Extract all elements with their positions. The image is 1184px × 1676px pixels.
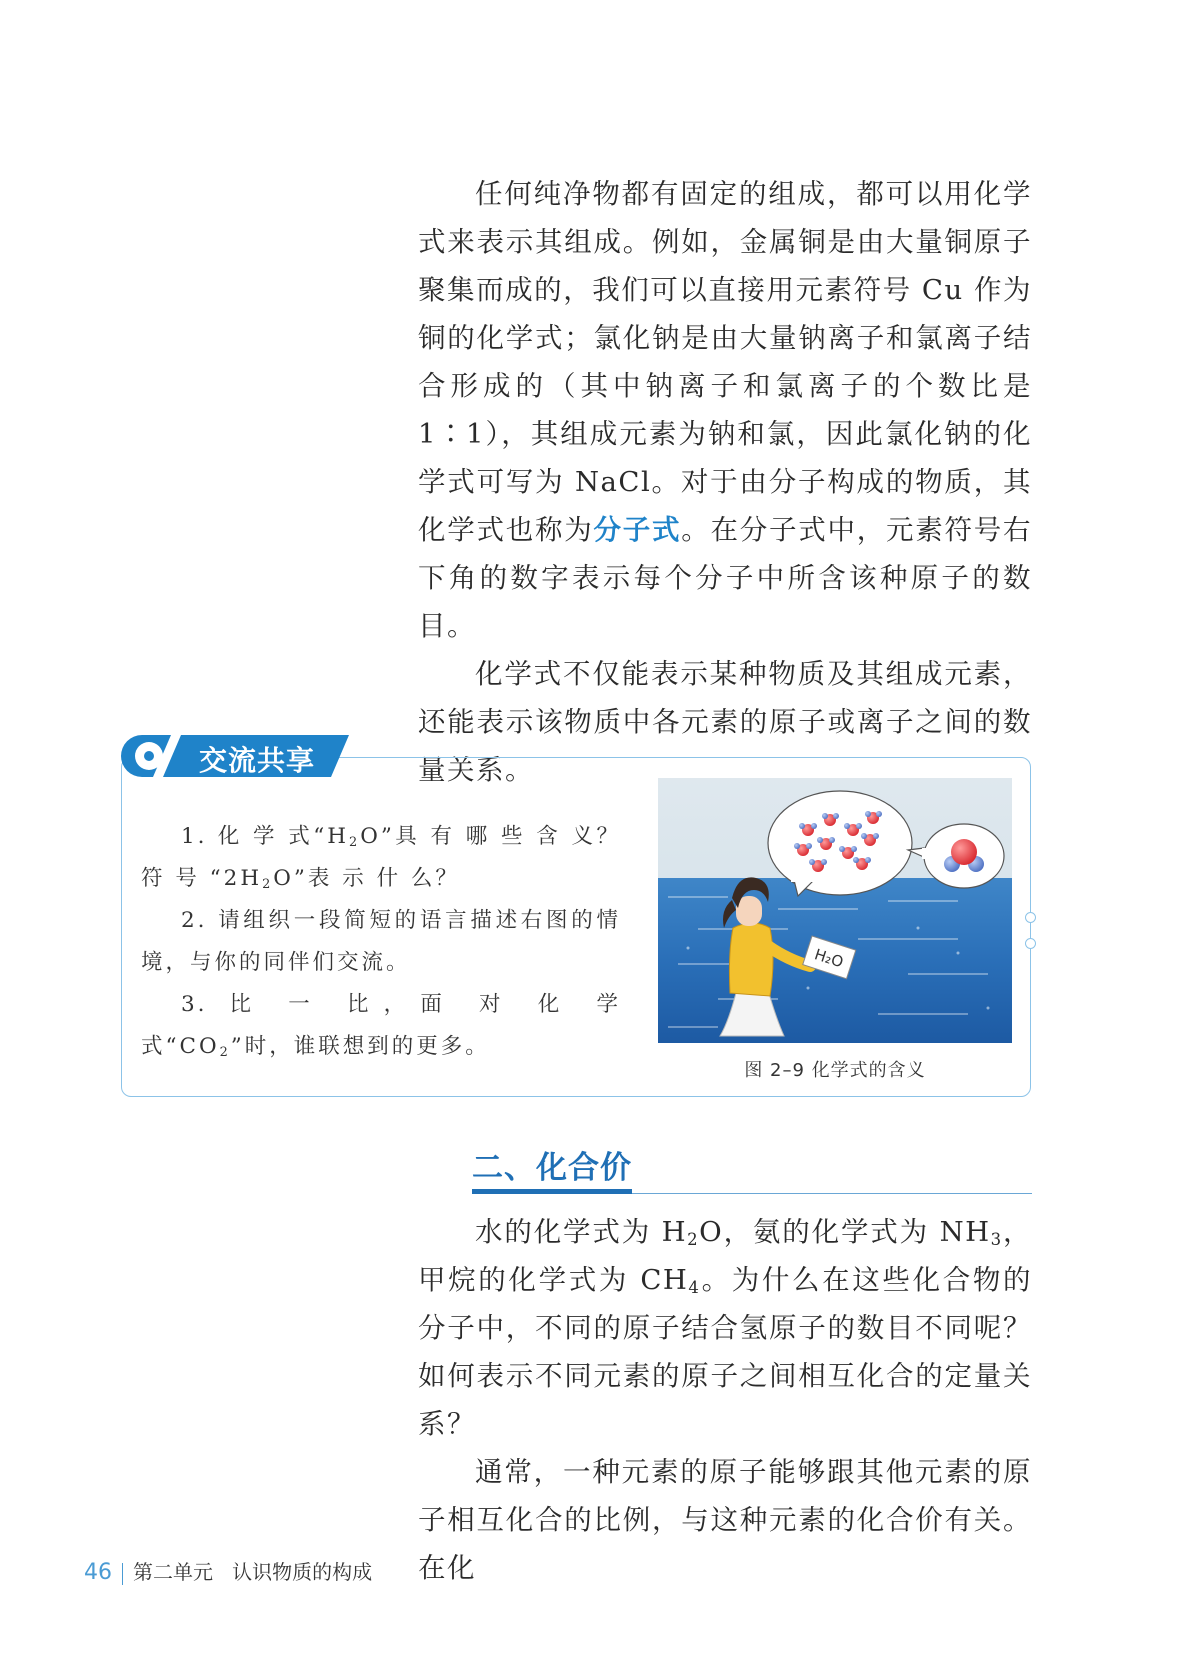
main-text-bottom	[418, 1208, 1032, 1592]
sign-formula-text: H₂O	[812, 945, 846, 972]
paragraph-formula-meaning: 化学式不仅能表示某种物质及其组成元素，还能表示该物质中各元素的原子或离子之间的数量关系。	[418, 658, 1032, 786]
exchange-box-tab	[121, 735, 349, 777]
illustration-graphic	[658, 778, 1012, 1043]
figure-girl-sea-water-molecules	[658, 778, 1012, 1043]
page-number: 46	[84, 1560, 112, 1585]
paragraph-chemical-formula: 任何纯净物都有固定的组成，都可以用化学式来表示其组成。例如，金属铜是由大量铜原子聚集而成的，我们可以直接用元素符号 Cu 作为铜的化学式；氯化钠是由大量钠离子和氯离子结合形成的（其中钠离子和氯离子的个数比是 1∶1），其组成元素为钠和氯，因此氯化钠的化学式可写为 NaCl。对于由分子构成的物质，其化学式也称为分子式。在分子式中，元素符号右下角的数字表示每个分子中所含该种原子的数目。	[418, 178, 1032, 642]
question-3: 3. 比 一 比，面 对 化 学 式“$CO_2$”时，谁联想到的更多。	[141, 992, 621, 1061]
footer-title: 认识物质的构成	[232, 1560, 373, 1584]
main-text-top	[418, 170, 1032, 794]
box-knob-upper	[1025, 912, 1036, 923]
exchange-questions	[141, 816, 621, 1068]
section-heading-valence: 二、化合价	[472, 1150, 632, 1186]
paragraph-valence-intro: 通常，一种元素的原子能够跟其他元素的原子相互化合的比例，与这种元素的化合价有关。在化	[418, 1456, 1032, 1584]
footer-divider	[122, 1563, 123, 1585]
discussion-icon	[135, 742, 163, 770]
question-1: 1. 化 学 式“$H_2O$”具 有 哪 些 含 义？符 号 “$2H_2O$”表 示 什 么？	[141, 824, 621, 893]
footer-unit: 第二单元	[133, 1560, 213, 1584]
term-molecular-formula: 分子式	[593, 514, 682, 546]
question-2: 2. 请组织一段简短的语言描述右图的情境，与你的同伴们交流。	[141, 908, 621, 975]
box-knob-lower	[1025, 938, 1036, 949]
paragraph-formulas-question: 水的化学式为 $H_2O$，氨的化学式为 $NH_3$，甲烷的化学式为 $CH_4$。为什么在这些化合物的分子中，不同的原子结合氢原子的数目不同呢？如何表示不同元素的原子之间相互化合的定量关系？	[418, 1216, 1033, 1440]
heading-underline	[472, 1189, 632, 1194]
page-footer	[84, 1556, 372, 1585]
exchange-box-title: 交流共享	[199, 744, 316, 777]
figure-caption: 图 2–9 化学式的含义	[744, 1060, 926, 1081]
